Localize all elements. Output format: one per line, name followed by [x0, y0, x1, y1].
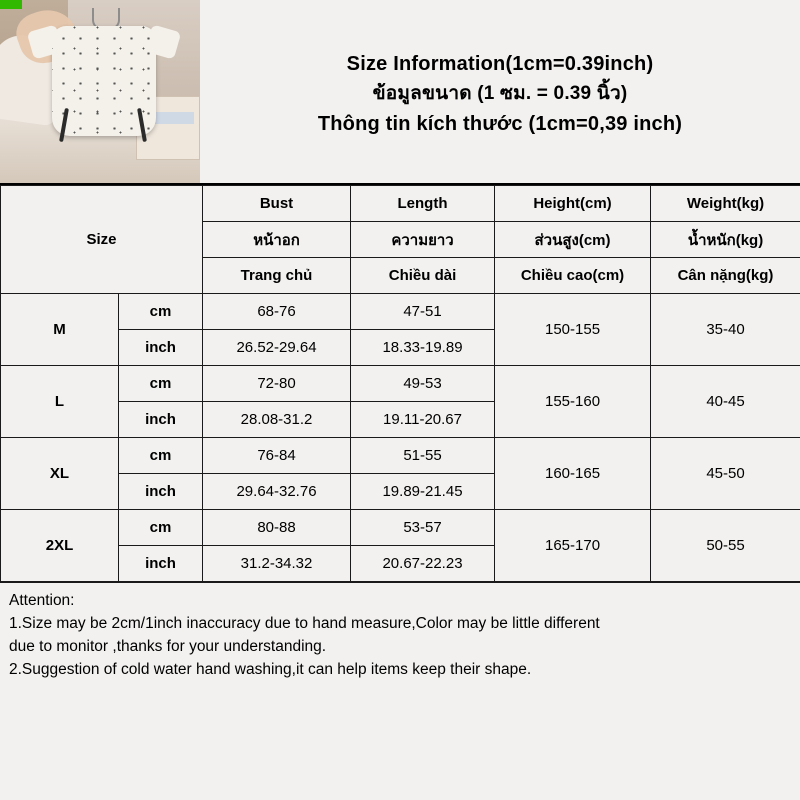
attention-block — [0, 582, 800, 689]
attention-line-1: 1.Size may be 2cm/1inch inaccuracy due to hand measure,Color may be little different — [9, 615, 600, 632]
l-length-inch: 19.11-20.67 — [351, 402, 495, 438]
title-thai: ข้อมูลขนาด (1 ซม. = 0.39 นิ้ว) — [372, 82, 628, 104]
title-english: Size Information(1cm=0.39inch) — [346, 52, 654, 75]
attention-line-3: 2.Suggestion of cold water hand washing,it can help items keep their shape. — [9, 661, 532, 678]
row-size-2xl: 2XL — [1, 510, 119, 582]
header-length-vi: Chiều dài — [351, 258, 495, 294]
header-bust-th: หน้าอก — [203, 222, 351, 258]
header-band — [0, 0, 800, 185]
unit-cm: cm — [119, 294, 203, 330]
row-size-m: M — [1, 294, 119, 366]
m-length-cm: 47-51 — [351, 294, 495, 330]
unit-cm: cm — [119, 366, 203, 402]
m-length-inch: 18.33-19.89 — [351, 330, 495, 366]
unit-cm: cm — [119, 510, 203, 546]
header-weight-th: น้ำหนัก(kg) — [651, 222, 800, 258]
l-length-cm: 49-53 — [351, 366, 495, 402]
header-bust-en: Bust — [203, 186, 351, 222]
size-table — [0, 185, 800, 582]
title-block — [200, 0, 800, 183]
xxl-bust-inch: 31.2-34.32 — [203, 546, 351, 582]
table-header-row-en — [1, 186, 800, 222]
m-weight: 35-40 — [651, 294, 800, 366]
xl-weight: 45-50 — [651, 438, 800, 510]
l-bust-cm: 72-80 — [203, 366, 351, 402]
l-weight: 40-45 — [651, 366, 800, 438]
xxl-bust-cm: 80-88 — [203, 510, 351, 546]
header-length-th: ความยาว — [351, 222, 495, 258]
unit-cm: cm — [119, 438, 203, 474]
unit-inch: inch — [119, 546, 203, 582]
xl-height: 160-165 — [495, 438, 651, 510]
attention-heading: Attention: — [9, 592, 75, 609]
row-size-l: L — [1, 366, 119, 438]
m-height: 150-155 — [495, 294, 651, 366]
header-height-th: ส่วนสูง(cm) — [495, 222, 651, 258]
header-size-label: Size — [1, 186, 203, 294]
l-height: 155-160 — [495, 366, 651, 438]
header-height-vi: Chiều cao(cm) — [495, 258, 651, 294]
unit-inch: inch — [119, 474, 203, 510]
xl-bust-inch: 29.64-32.76 — [203, 474, 351, 510]
photo-box-label — [150, 112, 194, 124]
table-row — [1, 438, 800, 474]
m-bust-cm: 68-76 — [203, 294, 351, 330]
title-vietnamese: Thông tin kích thước (1cm=0,39 inch) — [317, 112, 683, 135]
unit-inch: inch — [119, 330, 203, 366]
attention-line-2: due to monitor ,thanks for your understanding. — [9, 638, 327, 655]
header-height-en: Height(cm) — [495, 186, 651, 222]
xxl-weight: 50-55 — [651, 510, 800, 582]
l-bust-inch: 28.08-31.2 — [203, 402, 351, 438]
green-marker-icon — [0, 0, 22, 9]
xxl-height: 165-170 — [495, 510, 651, 582]
header-weight-vi: Cân nặng(kg) — [651, 258, 800, 294]
xl-length-inch: 19.89-21.45 — [351, 474, 495, 510]
m-bust-inch: 26.52-29.64 — [203, 330, 351, 366]
table-row — [1, 510, 800, 546]
table-row — [1, 294, 800, 330]
xxl-length-cm: 53-57 — [351, 510, 495, 546]
row-size-xl: XL — [1, 438, 119, 510]
unit-inch: inch — [119, 402, 203, 438]
xl-length-cm: 51-55 — [351, 438, 495, 474]
header-bust-vi: Trang chủ — [203, 258, 351, 294]
product-photo — [0, 0, 200, 183]
header-length-en: Length — [351, 186, 495, 222]
xl-bust-cm: 76-84 — [203, 438, 351, 474]
table-row — [1, 366, 800, 402]
footer-spacer — [0, 689, 800, 755]
header-weight-en: Weight(kg) — [651, 186, 800, 222]
xxl-length-inch: 20.67-22.23 — [351, 546, 495, 582]
